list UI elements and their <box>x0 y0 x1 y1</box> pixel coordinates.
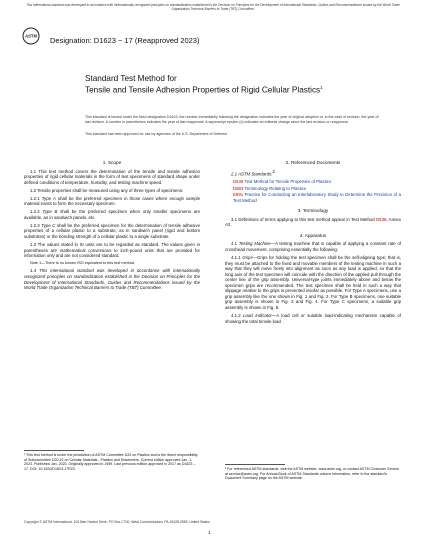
footnote-rule-left <box>24 450 84 451</box>
header-note: This international standard was developed in accordance with internationally recognized principles on standardization established in the Decision on Principles for the Development of International Standards, Guides and Recommendations issued by the World Trade Organization Technical Barriers to Trade (TBT) Committee. <box>26 3 400 12</box>
footnote-1: ¹ This test method is under the jurisdiction of ASTM Committee D20 on Plastics and is the direct responsibility of Subcommittee D20.22 on Cellular Materials - Plastics and Elastomers. Current edition approved Jan. 1, 2023. Published Jan. 2023. Originally approved in 1959. Last previous edition approved in 2017 as D1623 – 17. DOI: 10.1520/D1623-17R23. <box>24 453 198 471</box>
reference-e691[interactable]: E691 Practice for Conducting an Interlaboratory Study to Determine the Precision of a Test Method <box>233 192 401 203</box>
para-2-1: 2.1 ASTM Standards:2 <box>231 168 275 176</box>
para-1-2-1: 1.2.1 Type A shall be the preferred specimen in those cases where enough sample material exists to form the necessary specimen. <box>24 195 200 207</box>
section-3-heading: 3. Terminology <box>297 208 329 214</box>
copyright-footer: Copyright © ASTM International, 100 Barr Harbor Drive, PO Box C700, West Conshohocken, PA 19428-2959. United States <box>24 520 210 524</box>
svg-text:ASTM: ASTM <box>25 33 37 39</box>
para-4-1-2: 4.1.2 Load Indicator—A load cell or suitable load-indicating mechanism capable of showing the total tensile load <box>225 312 401 324</box>
note-1: Note 1—There is no known ISO equivalent to this test method. <box>30 261 136 266</box>
para-1-1: 1.1 This test method covers the determination of the tensile and tensile adhesion properties of rigid cellular materials in the form of test specimens of standard shape under defined conditions of temperature, humidity, and testing machine speed. <box>24 168 200 185</box>
para-1-2: 1.2 Tensile properties shall be measured using any of three types of specimens: <box>30 187 184 193</box>
astm-logo <box>22 25 40 47</box>
para-1-3: 1.3 The values stated in SI units are to be regarded as standard. The values given in parentheses are mathematical conversions to inch-pound units that are provided for information only and are not considered standard. <box>24 242 200 259</box>
left-column <box>24 160 200 293</box>
title-line-1: Standard Test Method for <box>85 74 177 83</box>
dod-note: This standard has been approved for use by agencies of the U.S. Department of Defense. <box>85 132 228 136</box>
page-number: 1 <box>208 530 211 535</box>
title-line-2: Tensile and Tensile Adhesion Properties of Rigid Cellular Plastics$^1$ <box>85 85 323 96</box>
document-title <box>85 74 345 95</box>
para-4-1: 4.1 Testing Machine—A testing machine that is capable of applying a constant rate of crosshead movement, comprising essentially the following: <box>225 241 401 252</box>
section-4-heading: 4. Apparatus <box>299 232 327 238</box>
reference-d883[interactable]: D883 Terminology Relating to Plastics <box>233 185 307 191</box>
para-1-2-2: 1.2.2 Type B shall be the preferred specimen when only smaller specimens are available, as in sandwich panels, etc. <box>24 209 200 220</box>
designation: Designation: D1623 − 17 (Reapproved 2023) <box>50 36 200 45</box>
footnote-rule-right <box>225 464 285 465</box>
right-column <box>225 160 401 327</box>
para-1-2-3: 1.2.3 Type C shall be the preferred specimen for the determination of tensile adhesive properties of a cellular plastic to a substrate, as in sandwich panel (rigid and bottom substrates) or the bonding strength of a cellular plastic to a single substrate. <box>24 222 200 240</box>
standard-note: This standard is issued under the fixed designation D1623; the number immediately following the designation indicates the year of original adoption or, in the case of revision, the year of last revision. A number in parentheses indicates the year of last reapproval. A superscript epsilon (ε) indicates an editorial change since the last revision or reapproval. <box>85 115 379 124</box>
footnote-2: ² For referenced ASTM standards, visit the ASTM website, www.astm.org, or contact ASTM Customer Service at service@astm.org. For Annual Book of ASTM Standards volume information, refer to the standard's Document Summary page on the ASTM website. <box>225 467 400 480</box>
section-1-heading: 1. Scope <box>102 160 122 165</box>
para-4-1-1: 4.1.1 Grips—Grips for holding the test specimen shall be the self-aligning type; that is, they must be attached to the fixed and movable members of the testing machine in such a way that they will move freely into alignment as soon as any load is applied, so that the long axis of the test specimen will coincide with the direction of the applied pull through the center line of the grip assembly. Universal-type joints immediately above and below the specimen grips are recommended. The test specimen shall be held in such a way that slippage relative to the grips is prevented insofar as possible. For Type A specimens, use a grip assembly like the one shown in Fig. 1 and Fig. 2. For Type B specimens, one suitable grip assembly is shown in Fig. 3 and Fig. 4. For Type C specimens, a suitable grip assembly is shown in Fig. 5. <box>225 255 401 310</box>
link-d638[interactable]: D638 <box>376 216 387 222</box>
reference-d638[interactable]: D638 Test Method for Tensile Properties of Plastics <box>233 179 332 185</box>
para-3-1: 3.1 Definitions of terms applying to this test method appear in Test Method D638, Annex A2. <box>225 216 401 228</box>
para-1-4: 1.4 This international standard was developed in accordance with internationally recognized principles on standardization established in the Decision on Principles for the Development of International Standards, Guides and Recommendations issued by the World Trade Organization Technical Barriers to Trade (TBT) Committee. <box>24 268 200 291</box>
section-2-heading: 2. Referenced Documents <box>285 160 341 165</box>
